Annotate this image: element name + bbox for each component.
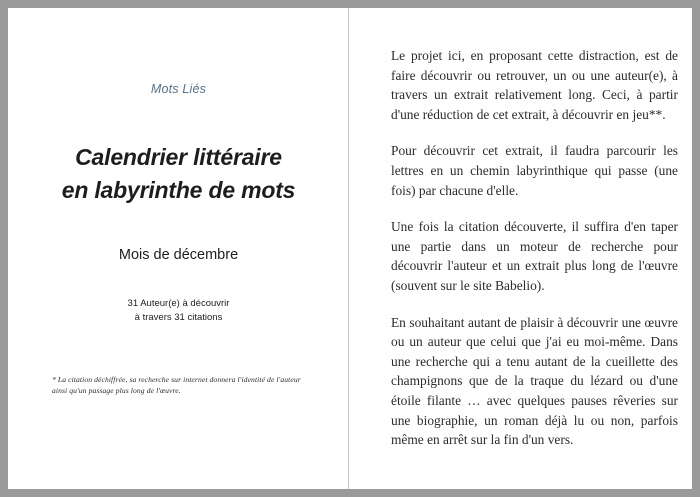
intro-paragraph: Le projet ici, en proposant cette distraction, est de faire découvrir ou retrouver, un ou une auteur(e), à travers un extrait relativement long. Ceci, à partir d'une réduction de cet extrait, à découvrir en jeu**. — [391, 48, 678, 122]
intro-paragraph: Une fois la citation découverte, il suffira d'en taper une partie dans un moteur de recherche pour découvrir l'auteur et un extrait plus long de l'œuvre (souvent sur le site Babelio). — [391, 219, 678, 293]
citations-count-line: à travers 31 citations — [134, 312, 223, 323]
right-page — [349, 8, 691, 489]
counts-block — [8, 297, 349, 325]
intro-paragraph: En souhaitant autant de plaisir à découvrir une œuvre ou un auteur que celui que j'ai eu moi-même. Dans une recherche qui a tenu autant de la cueillette des champignons que de la traque du lézard ou d'une étoile filante … avec quelques pauses rêveries sur une biographie, un roman déjà lu ou non, parfois même en arrêt sur la fin d'un vers. — [391, 314, 678, 448]
footnote: * La citation déchiffrée, sa recherche sur internet donnera l'identité de l'auteur ainsi qu'un passage plus long de l'œuvre. — [52, 375, 301, 395]
month-label: Mois de décembre — [118, 247, 239, 263]
page-title-line-1: Calendrier littéraire — [75, 144, 282, 170]
intro-text-block — [391, 46, 678, 450]
series-name: Mots Liés — [150, 82, 207, 96]
authors-count-line: 31 Auteur(e) à découvrir — [127, 298, 230, 309]
page-title — [8, 141, 349, 207]
intro-paragraph: Pour découvrir cet extrait, il faudra parcourir les lettres en un chemin labyrinthique qui passe (une fois) par chacune d'elle. — [391, 143, 678, 198]
left-page — [8, 8, 349, 489]
page-title-line-2: en labyrinthe de mots — [61, 177, 296, 203]
book-spread — [8, 8, 692, 489]
